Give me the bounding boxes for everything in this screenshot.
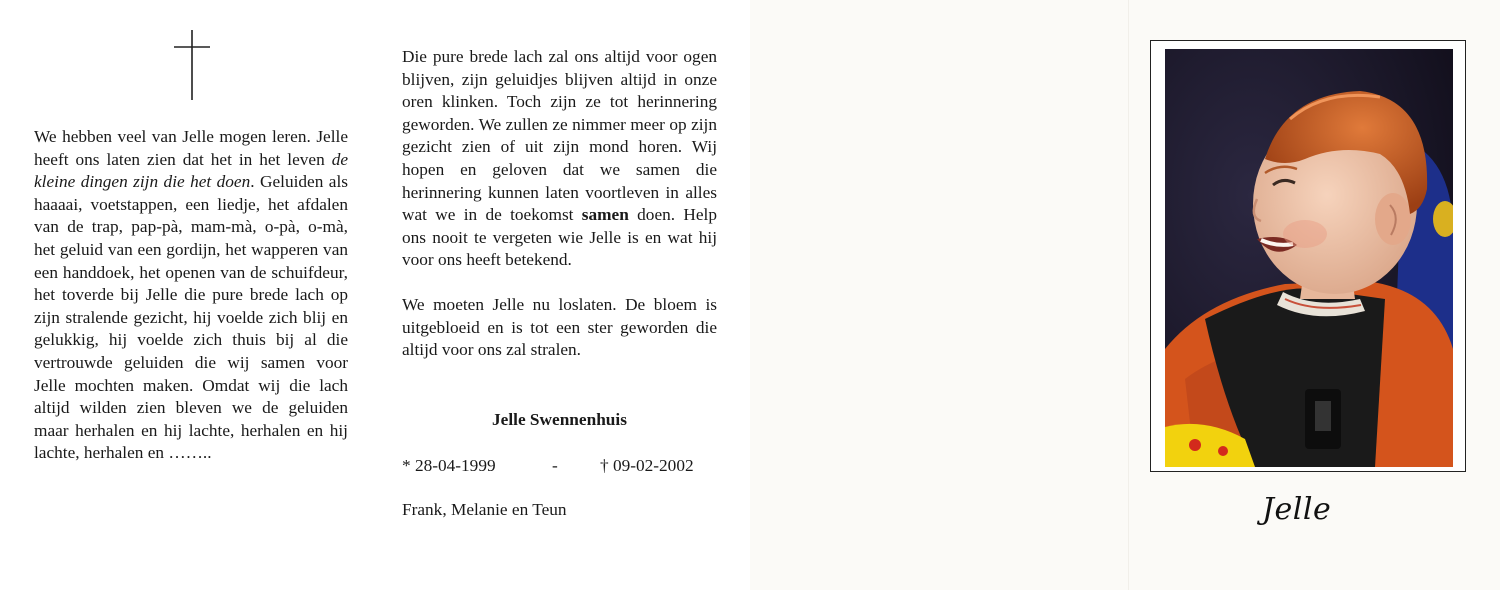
fold-line [1128, 0, 1129, 590]
portrait-photo [1165, 49, 1453, 467]
memory-bold-word: samen [581, 205, 629, 225]
birth-date: * 28-04-1999 [402, 456, 496, 475]
cross-icon [168, 28, 216, 102]
date-separator: - [552, 456, 558, 475]
memorial-poem [34, 126, 348, 465]
life-dates [402, 456, 717, 480]
poem-text-1: We hebben veel van Jelle mogen leren. Jelle heeft ons laten zien dat het in het leven [34, 127, 348, 169]
poem-italic-phrase: de kleine dingen zijn die het doen [34, 149, 348, 192]
memory-text-1: Die pure brede lach zal ons altijd voor ogen blijven, zijn geluidjes blijven altijd in onze oren klinken. Toch zijn ze tot herinnering geworden. We zullen ze nimmer meer op zijn gezicht zien of uit zijn mond horen. Wij hopen en geloven dat we samen die herinnering kunnen laten voortleven in alles wat we in de toekomst [402, 47, 717, 225]
signature-name: Jelle [1262, 492, 1332, 527]
memorial-text [402, 46, 717, 362]
death-date: † 09-02-2002 [600, 456, 694, 475]
portrait-frame [1150, 40, 1466, 472]
deceased-name: Jelle Swennenhuis [492, 410, 627, 429]
memory-paragraph [402, 46, 717, 272]
family-names: Frank, Melanie en Teun [402, 500, 567, 519]
memory-text-2: doen. Help ons nooit te vergeten wie Jelle is en wat hij voor ons heeft betekend. [402, 205, 717, 270]
farewell-paragraph: We moeten Jelle nu loslaten. De bloem is uitgebloeid en is tot een ster geworden die altijd voor ons zal stralen. [402, 294, 717, 360]
child-portrait-image [1165, 49, 1453, 467]
poem-text-2: . Geluiden als haaaai, voetstappen, een liedje, het afdalen van de trap, pap-pà, mam-mà, o-pà, o-mà, het geluid van een gordijn, het wapperen van een handdoek, het openen van de schuifdeur, het toverde bij Jelle die pure brede lach op zijn stralende gezicht, hij voelde zich blij en gelukkig, hij voelde zich thuis bij al die vertrouwde geluiden die wij samen voor Jelle mochten maken. Omdat wij die lach altijd wilden zien bleven we de geluiden maar herhalen en hij lachte, herhalen en hij lachte, herhalen en …….. [34, 172, 348, 463]
